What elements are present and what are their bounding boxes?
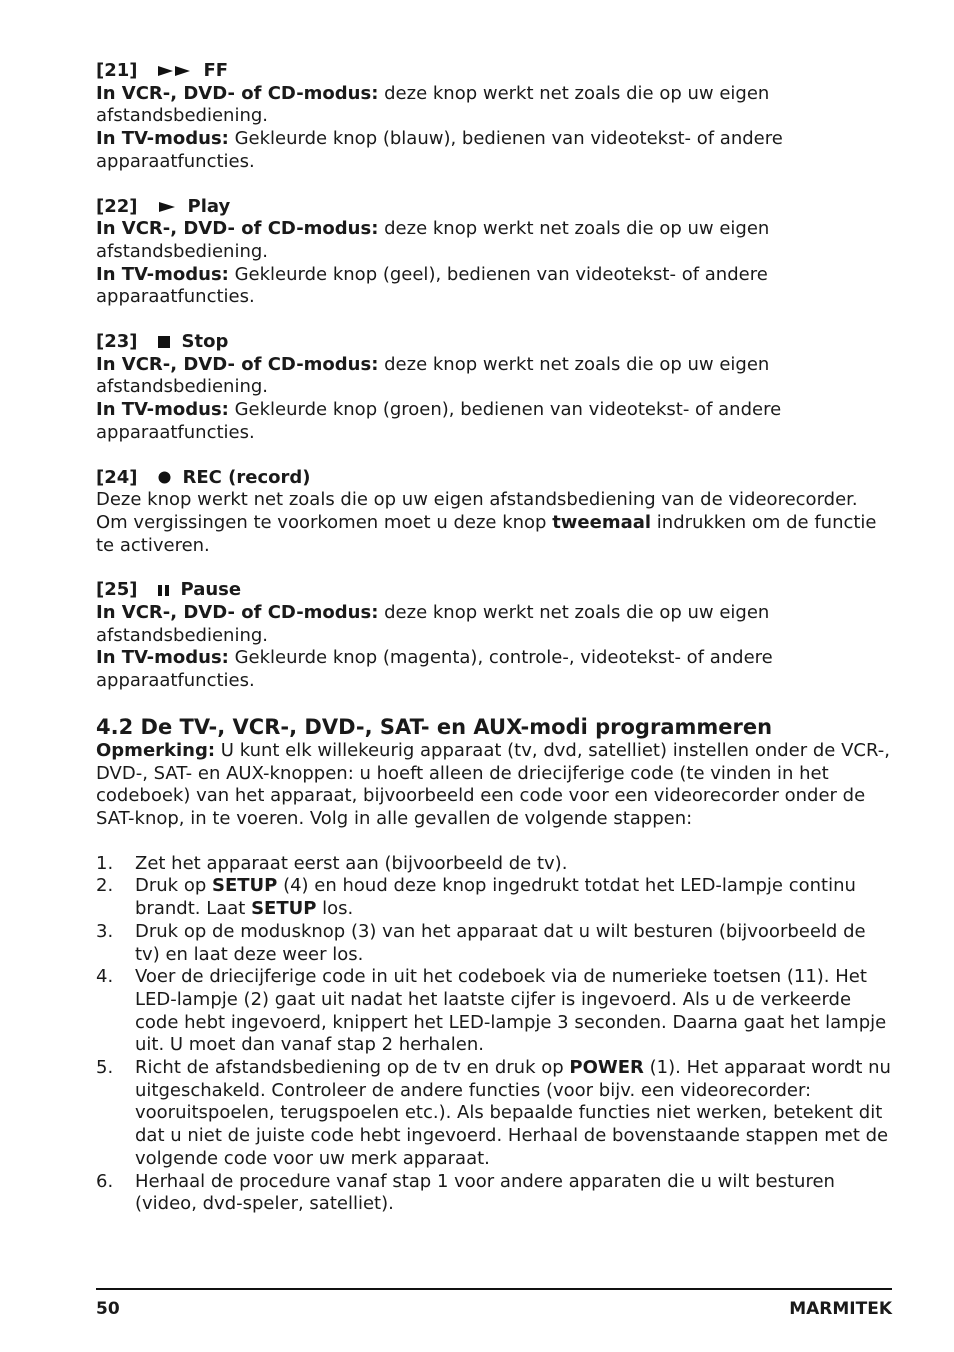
mode-text: deze knop werkt net zoals die op uw eigen afstandsbediening. xyxy=(96,82,770,127)
stop-icon xyxy=(158,336,170,348)
step-item xyxy=(96,966,892,1057)
step-text xyxy=(135,1171,892,1216)
section-number: [23] xyxy=(96,331,138,353)
button-section xyxy=(96,467,892,558)
mode-description xyxy=(96,399,892,444)
step-item xyxy=(96,875,892,920)
mode-text: Gekleurde knop (groen), bedienen van videotekst- of andere apparaatfuncties. xyxy=(96,399,782,443)
section-number: [21] xyxy=(96,60,138,81)
mode-label: In TV-modus: xyxy=(96,399,229,421)
chapter-title: 4.2 De TV-, VCR-, DVD-, SAT- en AUX-modi programmeren xyxy=(96,714,773,739)
button-section xyxy=(96,196,892,310)
step-text-part: los. xyxy=(316,898,354,920)
section-title: Play xyxy=(187,195,231,217)
button-descriptions xyxy=(96,60,892,693)
button-section xyxy=(96,60,892,174)
step-number: 3. xyxy=(96,920,114,942)
mode-text: deze knop werkt net zoals die op uw eigen afstandsbediening. xyxy=(96,353,770,398)
section-title: Stop xyxy=(181,331,229,353)
section-number: [25] xyxy=(96,579,138,601)
record-icon xyxy=(158,471,171,484)
section-title: Pause xyxy=(180,579,242,601)
step-number: 5. xyxy=(96,1057,114,1079)
mode-label: In TV-modus: xyxy=(96,647,229,669)
step-text-part: Zet het apparaat eerst aan (bijvoorbeeld de tv). xyxy=(135,852,568,874)
steps-list xyxy=(96,853,892,1216)
mode-text: Gekleurde knop (geel), bedienen van videotekst- of andere apparaatfuncties. xyxy=(96,263,768,308)
section-title: REC (record) xyxy=(182,466,311,488)
step-text xyxy=(135,853,892,876)
step-text-part: Druk op xyxy=(135,875,212,897)
note-paragraph xyxy=(96,740,892,831)
note-label: Opmerking: xyxy=(96,739,216,761)
section-heading xyxy=(96,467,892,490)
step-text xyxy=(135,1057,892,1171)
mode-label: In VCR-, DVD- of CD-modus: xyxy=(96,82,379,104)
mode-description xyxy=(96,218,892,263)
fast-forward-icon xyxy=(158,65,192,77)
step-keyword: POWER xyxy=(569,1057,644,1079)
paragraph-emphasis: tweemaal xyxy=(552,511,652,533)
mode-text: deze knop werkt net zoals die op uw eigen afstandsbediening. xyxy=(96,602,770,646)
step-text xyxy=(135,921,892,966)
step-text-part: Druk op de modusknop (3) van het apparaat dat u wilt besturen (bijvoorbeeld de tv) en laat deze weer los. xyxy=(135,920,866,965)
mode-description xyxy=(96,354,892,399)
mode-label: In TV-modus: xyxy=(96,128,229,150)
mode-text: deze knop werkt net zoals die op uw eigen afstandsbediening. xyxy=(96,218,770,262)
mode-label: In VCR-, DVD- of CD-modus: xyxy=(96,602,379,624)
paragraph-text: indrukken om de functie te activeren. xyxy=(96,511,877,556)
step-item xyxy=(96,921,892,966)
brand-name: MARMITEK xyxy=(789,1299,892,1319)
note-text: U kunt elk willekeurig apparaat (tv, dvd, satelliet) instellen onder de VCR-, DVD-, SAT- en AUX-knoppen: u hoeft alleen de driecijferige code (te vinden in het codeboek) van het apparaat, bijvoorbeeld een code voor een videorecorder onder de SAT-knop, in te voeren. Volg in alle gevallen de volgende stappen: xyxy=(96,739,890,829)
mode-description xyxy=(96,128,892,173)
mode-label: In TV-modus: xyxy=(96,263,229,285)
pause-icon xyxy=(158,585,169,596)
mode-description xyxy=(96,83,892,128)
page-footer xyxy=(96,1299,892,1319)
step-text-part: (4) en houd deze knop ingedrukt totdat het LED-lampje continu brandt. Laat xyxy=(135,875,856,920)
step-item xyxy=(96,1171,892,1216)
button-section xyxy=(96,331,892,445)
step-number: 4. xyxy=(96,966,114,988)
mode-description xyxy=(96,264,892,309)
section-number: [24] xyxy=(96,466,138,488)
mode-label: In VCR-, DVD- of CD-modus: xyxy=(96,218,379,240)
page-content xyxy=(96,60,892,1216)
step-text xyxy=(135,966,892,1057)
step-text-part: Herhaal de procedure vanaf stap 1 voor andere apparaten die u wilt besturen (video, dvd-speler, satelliet). xyxy=(135,1170,835,1215)
step-item xyxy=(96,1057,892,1171)
mode-description xyxy=(96,602,892,647)
step-number: 2. xyxy=(96,875,114,897)
step-text xyxy=(135,875,892,920)
mode-text: Gekleurde knop (blauw), bedienen van videotekst- of andere apparaatfuncties. xyxy=(96,128,783,172)
mode-label: In VCR-, DVD- of CD-modus: xyxy=(96,353,379,375)
step-keyword: SETUP xyxy=(251,898,317,920)
section-paragraph xyxy=(96,489,892,557)
step-text-part: Voer de driecijferige code in uit het codeboek via de numerieke toetsen (11). Het LED-lampje (2) gaat uit nadat het laatste cijfer is ingevoerd. Als u de verkeerde code hebt ingevoerd, knippert het LED-lampje 3 seconden. Daarna gaat het lampje uit. U moet dan vanaf stap 2 herhalen. xyxy=(135,966,887,1056)
button-section xyxy=(96,579,892,693)
section-heading xyxy=(96,60,892,83)
step-keyword: SETUP xyxy=(211,875,278,897)
step-item xyxy=(96,853,892,876)
mode-description xyxy=(96,647,892,692)
play-icon xyxy=(158,201,176,213)
mode-text: Gekleurde knop (magenta), controle-, videotekst- of andere apparaatfuncties. xyxy=(96,647,773,692)
section-heading xyxy=(96,579,892,602)
step-text-part: (1). Het apparaat wordt nu uitgeschakeld. Controleer de andere functies (voor bijv. een videorecorder: vooruitspoelen, terugspoelen etc.). Als bepaalde functies niet werken, betekent dit dat u niet de juiste code hebt ingevoerd. Herhaal de bovenstaande stappen met de volgende code voor uw merk apparaat. xyxy=(135,1057,891,1169)
section-heading xyxy=(96,331,892,354)
page-number: 50 xyxy=(96,1299,120,1319)
chapter-section xyxy=(96,715,892,1216)
step-number: 1. xyxy=(96,852,114,874)
step-text-part: Richt de afstandsbediening op de tv en druk op xyxy=(135,1057,570,1079)
paragraph-text: Deze knop werkt net zoals die op uw eigen afstandsbediening van de videorecorder. Om vergissingen te voorkomen moet u deze knop xyxy=(96,489,858,533)
footer-divider xyxy=(96,1288,892,1290)
section-number: [22] xyxy=(96,195,138,217)
step-number: 6. xyxy=(96,1170,114,1192)
section-title: FF xyxy=(203,60,229,81)
section-heading xyxy=(96,196,892,219)
